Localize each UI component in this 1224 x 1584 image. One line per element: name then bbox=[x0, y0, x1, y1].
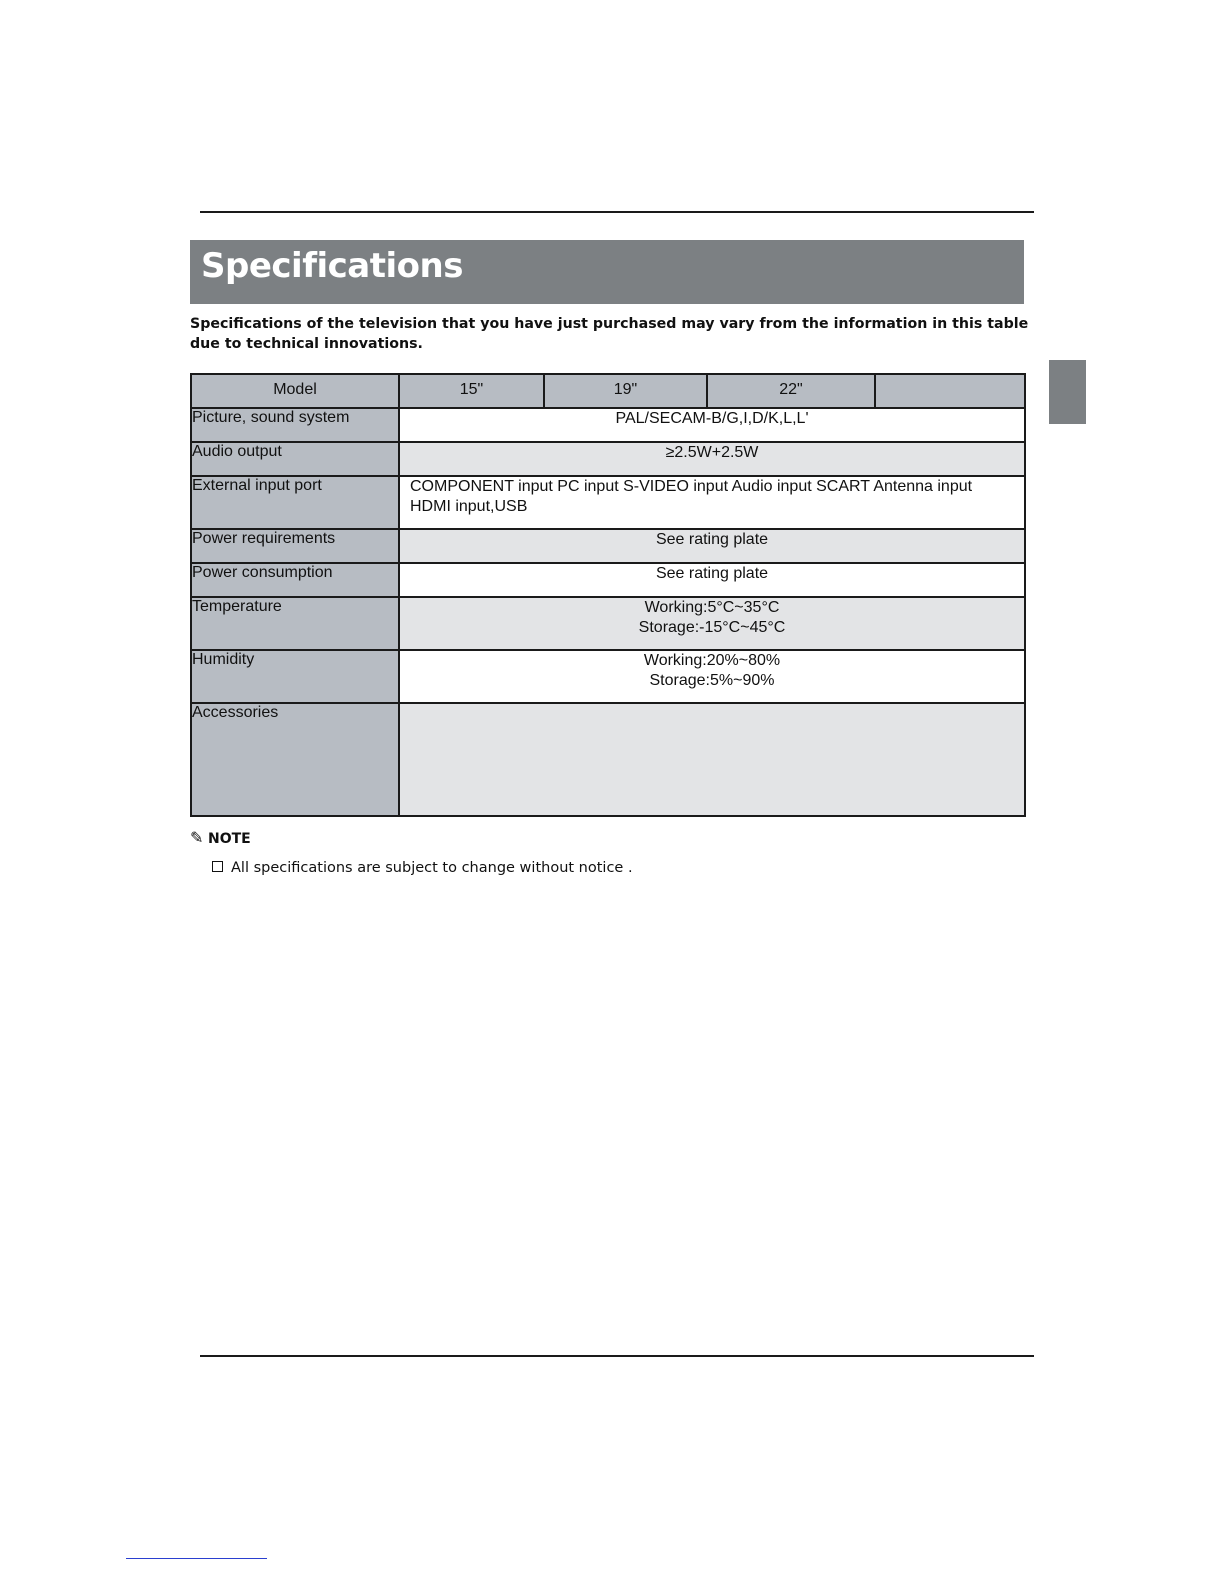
row-value: See rating plate bbox=[399, 563, 1025, 597]
value-line: HDMI input,USB bbox=[410, 498, 528, 515]
row-label: Power consumption bbox=[191, 563, 399, 597]
header-model-19: 19" bbox=[544, 374, 707, 408]
note-item bbox=[212, 860, 633, 876]
specifications-table bbox=[190, 373, 1026, 817]
pencil-icon: ✎ bbox=[190, 828, 204, 847]
row-value: PAL/SECAM-B/G,I,D/K,L,L' bbox=[399, 408, 1025, 442]
row-value: ≥2.5W+2.5W bbox=[399, 442, 1025, 476]
title-banner bbox=[190, 240, 1024, 304]
value-line: Storage:-15°C~45°C bbox=[638, 619, 786, 636]
row-label: Temperature bbox=[191, 597, 399, 650]
row-value bbox=[399, 476, 1025, 529]
table-row bbox=[191, 476, 1025, 529]
checkbox-bullet-icon bbox=[212, 861, 223, 872]
row-label: Audio output bbox=[191, 442, 399, 476]
row-value: See rating plate bbox=[399, 529, 1025, 563]
row-label: Humidity bbox=[191, 650, 399, 703]
table-row bbox=[191, 442, 1025, 476]
table-row bbox=[191, 408, 1025, 442]
table-row bbox=[191, 597, 1025, 650]
note-item-text: All specifications are subject to change without notice . bbox=[231, 860, 633, 876]
side-tab-marker bbox=[1049, 360, 1086, 424]
top-rule bbox=[200, 211, 1034, 213]
note-heading bbox=[190, 828, 251, 847]
value-line: Storage:5%~90% bbox=[649, 672, 775, 689]
header-model-15: 15" bbox=[399, 374, 544, 408]
header-model-blank bbox=[875, 374, 1025, 408]
table-row bbox=[191, 563, 1025, 597]
page-title: Specifications bbox=[201, 246, 463, 286]
row-label: Picture, sound system bbox=[191, 408, 399, 442]
bottom-rule bbox=[200, 1355, 1034, 1357]
row-label: External input port bbox=[191, 476, 399, 529]
table-row bbox=[191, 703, 1025, 816]
row-value bbox=[399, 650, 1025, 703]
header-model-22: 22" bbox=[707, 374, 875, 408]
note-heading-text: NOTE bbox=[208, 831, 251, 847]
value-line: Working:20%~80% bbox=[643, 652, 781, 669]
row-value bbox=[399, 597, 1025, 650]
table-row bbox=[191, 650, 1025, 703]
value-line: Working:5°C~35°C bbox=[644, 599, 780, 616]
value-line: COMPONENT input PC input S-VIDEO input Audio input SCART Antenna input bbox=[410, 478, 973, 495]
table-row bbox=[191, 529, 1025, 563]
row-label: Power requirements bbox=[191, 529, 399, 563]
row-value bbox=[399, 703, 1025, 816]
header-model: Model bbox=[191, 374, 399, 408]
row-label: Accessories bbox=[191, 703, 399, 816]
footer-link-underline bbox=[126, 1558, 267, 1559]
table-header-row bbox=[191, 374, 1025, 408]
intro-text: Specifications of the television that you have just purchased may vary from the information in this table due to technical innovations. bbox=[190, 316, 1029, 352]
